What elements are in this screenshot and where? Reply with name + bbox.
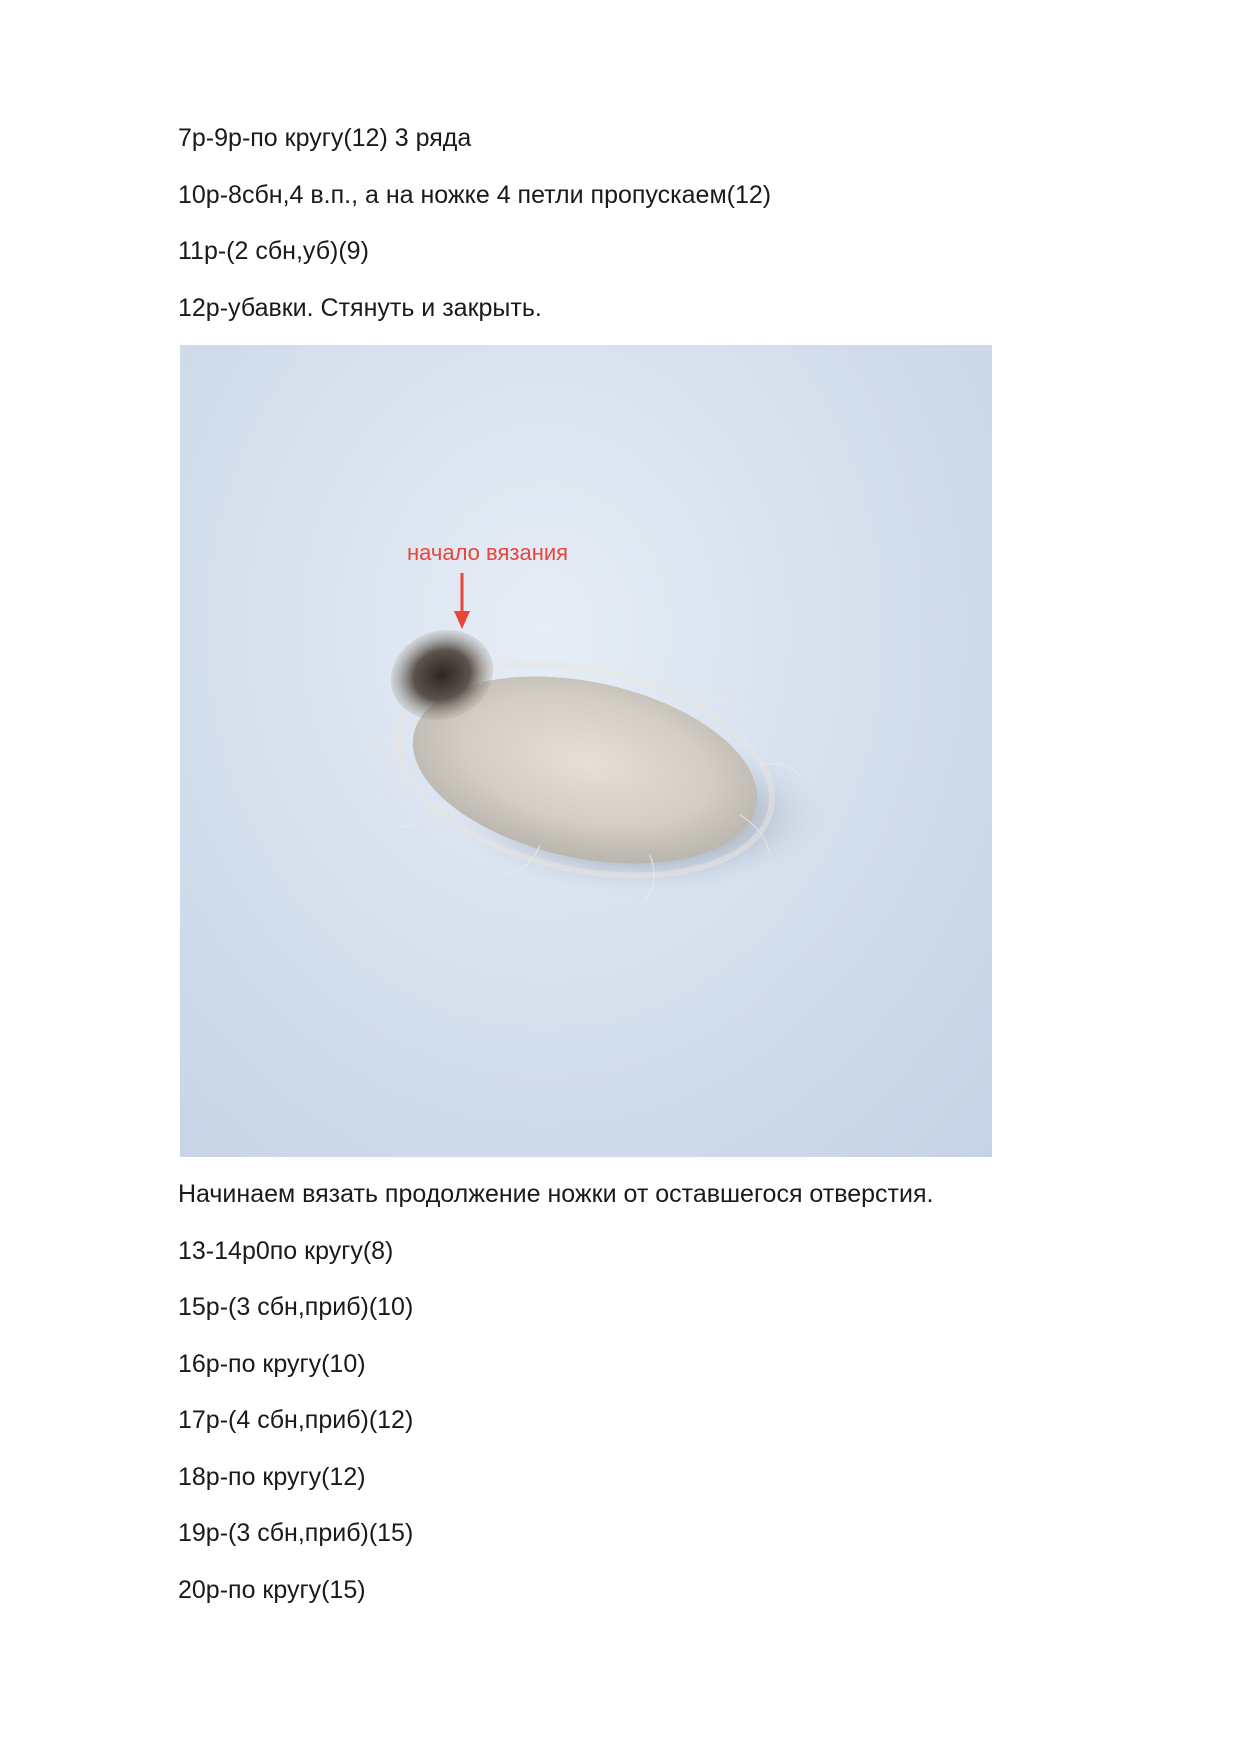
instruction-line: 17р-(4 сбн,приб)(12)	[178, 1406, 414, 1434]
instruction-line: 10р-8сбн,4 в.п., а на ножке 4 петли пропускаем(12)	[178, 181, 772, 209]
photo-illustration	[180, 345, 992, 1157]
instruction-line: Начинаем вязать продолжение ножки от оставшегося отверстия.	[178, 1180, 934, 1208]
instruction-line: 20р-по кругу(15)	[178, 1576, 366, 1604]
arrow-head	[454, 611, 470, 629]
instruction-line: 13-14р0по кругу(8)	[178, 1237, 394, 1265]
instruction-line: 11р-(2 сбн,уб)(9)	[178, 237, 369, 265]
instruction-line: 18р-по кругу(12)	[178, 1463, 366, 1491]
photo-annotation-label: начало вязания	[407, 540, 569, 565]
instruction-line: 7р-9р-по кругу(12) 3 ряда	[178, 124, 472, 152]
instruction-line: 19р-(3 сбн,приб)(15)	[178, 1519, 414, 1547]
instruction-line: 16р-по кругу(10)	[178, 1350, 366, 1378]
knitted-foot-photo	[180, 345, 992, 1157]
instruction-line: 15р-(3 сбн,приб)(10)	[178, 1293, 414, 1321]
instruction-line: 12р-убавки. Стянуть и закрыть.	[178, 294, 542, 322]
